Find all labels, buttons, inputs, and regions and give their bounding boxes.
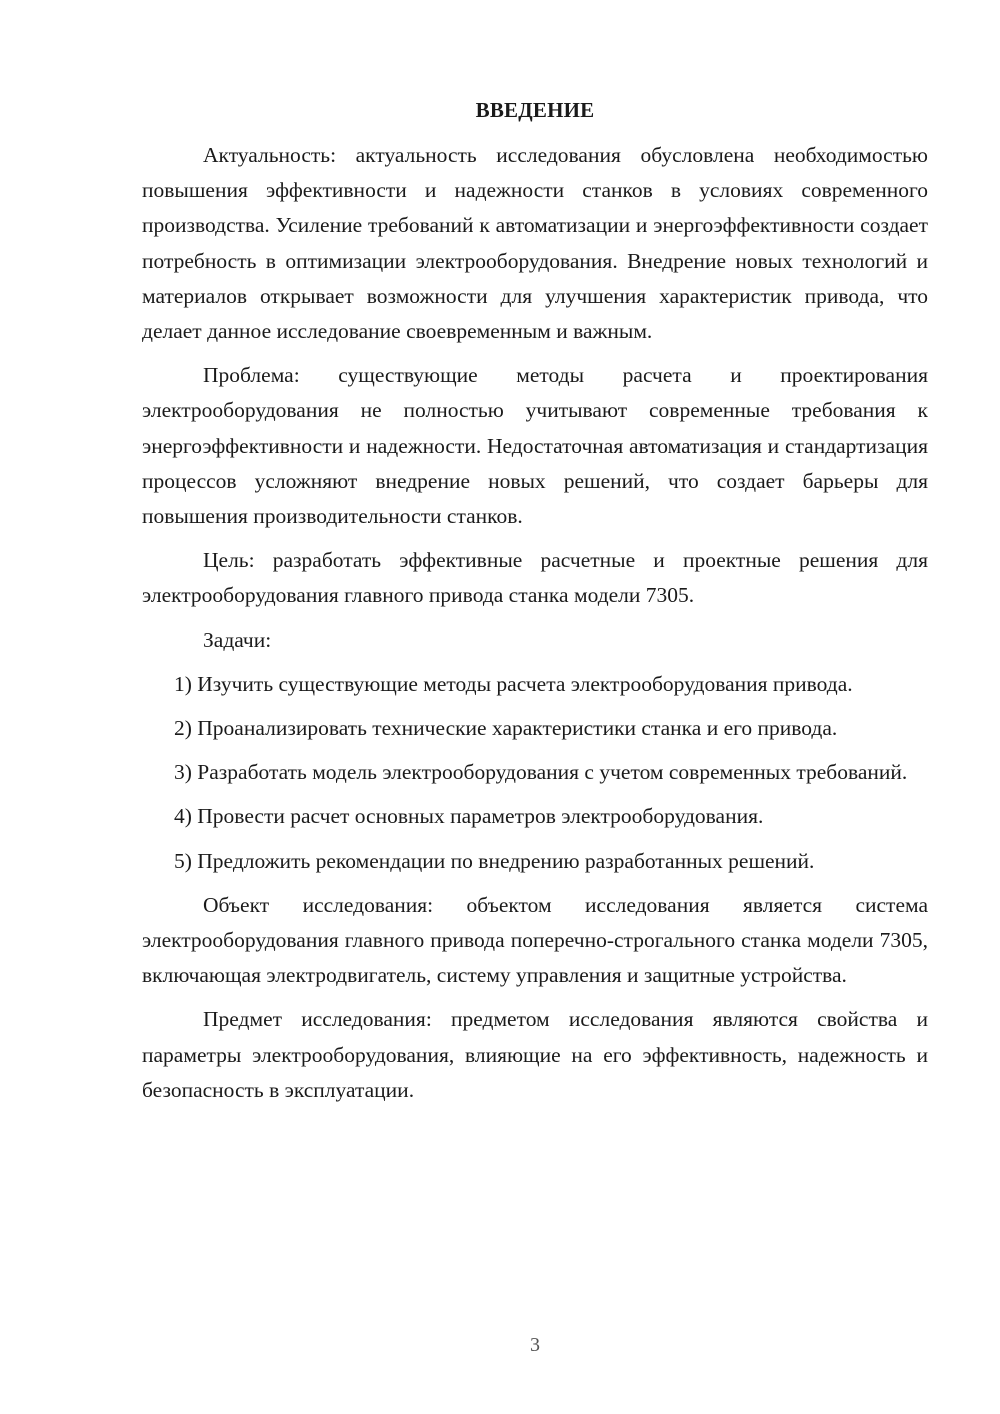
- problem-paragraph: Проблема: существующие методы расчета и проектирования электрооборудования не полностью учитывают современные требования к энергоэффективности и надежности. Недостаточная автоматизация и стандартизация процессов усложняют внедрение новых решений, что создает барьеры для повышения производительности станков.: [142, 363, 928, 529]
- object-paragraph: Объект исследования: объектом исследования является система электрооборудования главного привода поперечно-строгального станка модели 7305, включающая электродвигатель, систему управления и защитные устройства.: [142, 892, 928, 988]
- subject-paragraph: Предмет исследования: предметом исследования являются свойства и параметры электрооборудования, влияющие на его эффективность, надежность и безопасность в эксплуатации.: [142, 1007, 928, 1102]
- goal-paragraph: Цель: разработать эффективные расчетные и проектные решения для электрооборудования главного привода станка модели 7305.: [142, 548, 928, 608]
- task-item: 5) Предложить рекомендации по внедрению разработанных решений.: [174, 848, 815, 873]
- page-heading: ВВЕДЕНИЕ: [475, 98, 595, 122]
- task-item: 4) Провести расчет основных параметров электрооборудования.: [174, 804, 764, 829]
- task-item: 1) Изучить существующие методы расчета электрооборудования привода.: [174, 671, 853, 696]
- tasks-label: Задачи:: [203, 627, 272, 652]
- task-item: 2) Проанализировать технические характеристики станка и его привода.: [174, 716, 838, 741]
- document-page: [142, 95, 928, 1108]
- task-item: 3) Разработать модель электрооборудования с учетом современных требований.: [174, 760, 908, 785]
- page-number: 3: [530, 1334, 540, 1356]
- relevance-paragraph: Актуальность: актуальность исследования обусловлена необходимостью повышения эффективности и надежности станков в условиях современного производства. Усиление требований к автоматизации и энергоэффективности создает потребность в оптимизации электрооборудования. Внедрение новых технологий и материалов открывает возможности для улучшения характеристик привода, что делает данное исследование своевременным и важным.: [142, 143, 928, 344]
